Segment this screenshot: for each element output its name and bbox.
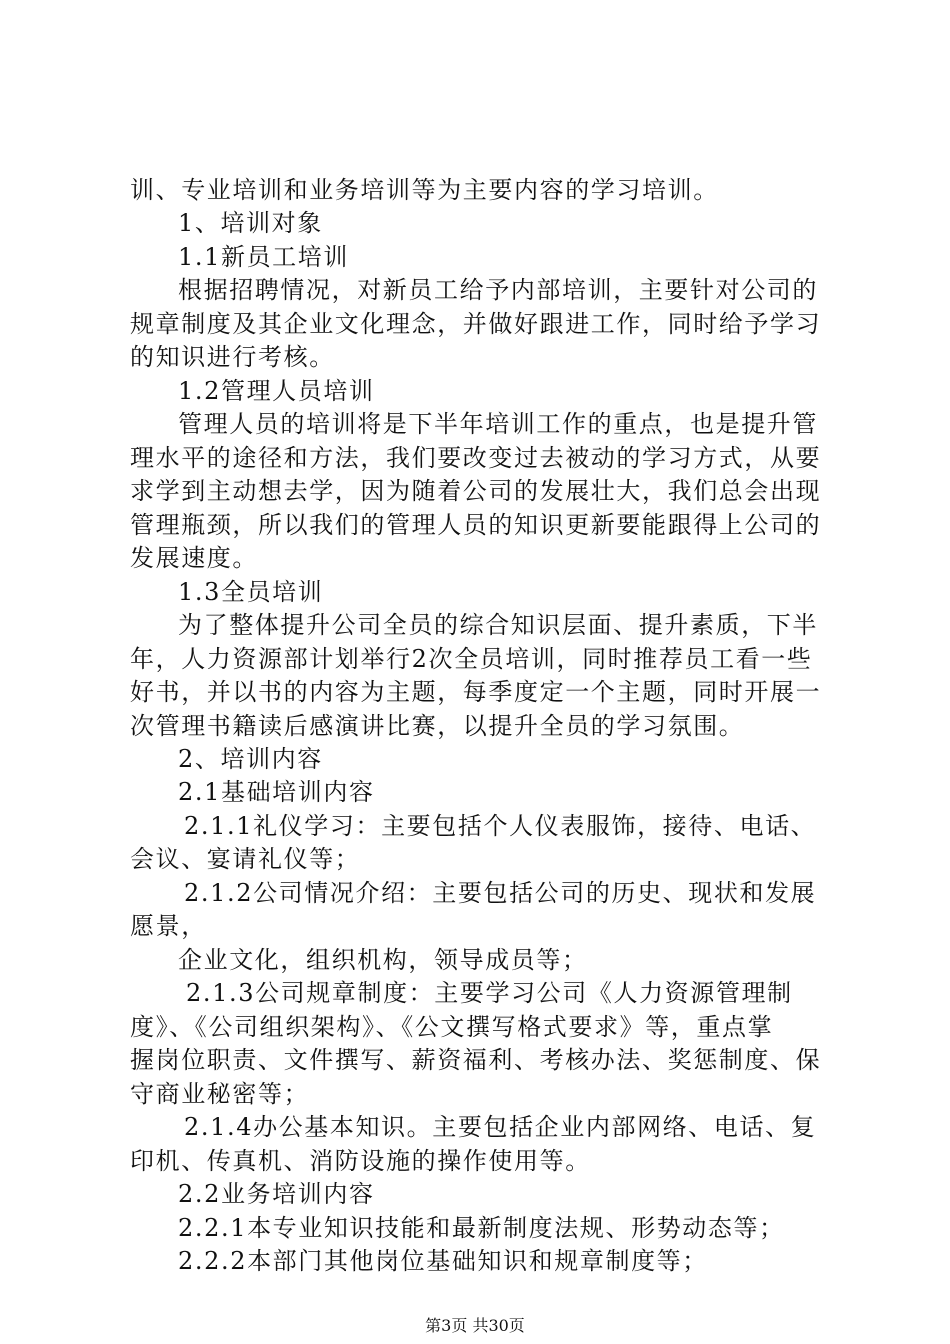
subheading-new-employee-training: 1.1新员工培训 (178, 243, 349, 271)
text-line: 管理瓶颈，所以我们的管理人员的知识更新要能跟得上公司的 (130, 511, 822, 539)
text-line: 会议、宴请礼仪等； (130, 845, 361, 873)
text-line: 2.2.2本部门其他岗位基础知识和规章制度等； (178, 1247, 708, 1275)
text-line: 握岗位职责、文件撰写、薪资福利、考核办法、奖惩制度、保 (130, 1046, 822, 1074)
text-line: 训、专业培训和业务培训等为主要内容的学习培训。 (130, 176, 719, 204)
heading-training-content: 2、培训内容 (178, 745, 323, 773)
subheading-management-training: 1.2管理人员培训 (178, 377, 375, 405)
text-line: 度》、《公司组织架构》、《公文撰写格式要求》等，重点掌 (130, 1013, 774, 1041)
heading-training-targets: 1、培训对象 (178, 209, 323, 237)
text-line: 2.1.2公司情况介绍：主要包括公司的历史、现状和发展 (184, 879, 817, 907)
text-line: 年，人力资源部计划举行2次全员培训，同时推荐员工看一些 (130, 645, 813, 673)
text-line: 根据招聘情况，对新员工给予内部培训，主要针对公司的 (178, 276, 818, 304)
text-line: 规章制度及其企业文化理念，并做好跟进工作，同时给予学习 (130, 310, 822, 338)
text-line: 企业文化，组织机构，领导成员等； (178, 946, 588, 974)
subheading-all-staff-training: 1.3全员培训 (178, 578, 324, 606)
text-line: 2.1.4办公基本知识。主要包括企业内部网络、电话、复 (184, 1113, 817, 1141)
text-line: 发展速度。 (130, 544, 258, 572)
text-line: 2.1.1礼仪学习：主要包括个人仪表服饰，接待、电话、 (184, 812, 817, 840)
text-line: 的知识进行考核。 (130, 343, 335, 371)
page-number-footer: 第3页 共30页 (425, 1316, 525, 1335)
text-line: 好书，并以书的内容为主题，每季度定一个主题，同时开展一 (130, 678, 822, 706)
text-line: 愿景， (130, 912, 207, 940)
text-line: 守商业秘密等； (130, 1080, 310, 1108)
text-line: 为了整体提升公司全员的综合知识层面、提升素质，下半 (178, 611, 818, 639)
subheading-basic-training: 2.1基础培训内容 (178, 778, 375, 806)
text-line: 2.2.1本专业知识技能和最新制度法规、形势动态等； (178, 1214, 785, 1242)
text-line: 管理人员的培训将是下半年培训工作的重点，也是提升管 (178, 410, 818, 438)
text-line: 次管理书籍读后感演讲比赛，以提升全员的学习氛围。 (130, 712, 745, 740)
text-line: 求学到主动想去学，因为随着公司的发展壮大，我们总会出现 (130, 477, 822, 505)
text-line: 2.1.3公司规章制度：主要学习公司《人力资源管理制 (186, 979, 793, 1007)
subheading-business-training: 2.2业务培训内容 (178, 1180, 375, 1208)
text-line: 理水平的途径和方法，我们要改变过去被动的学习方式，从要 (130, 444, 822, 472)
text-line: 印机、传真机、消防设施的操作使用等。 (130, 1147, 591, 1175)
